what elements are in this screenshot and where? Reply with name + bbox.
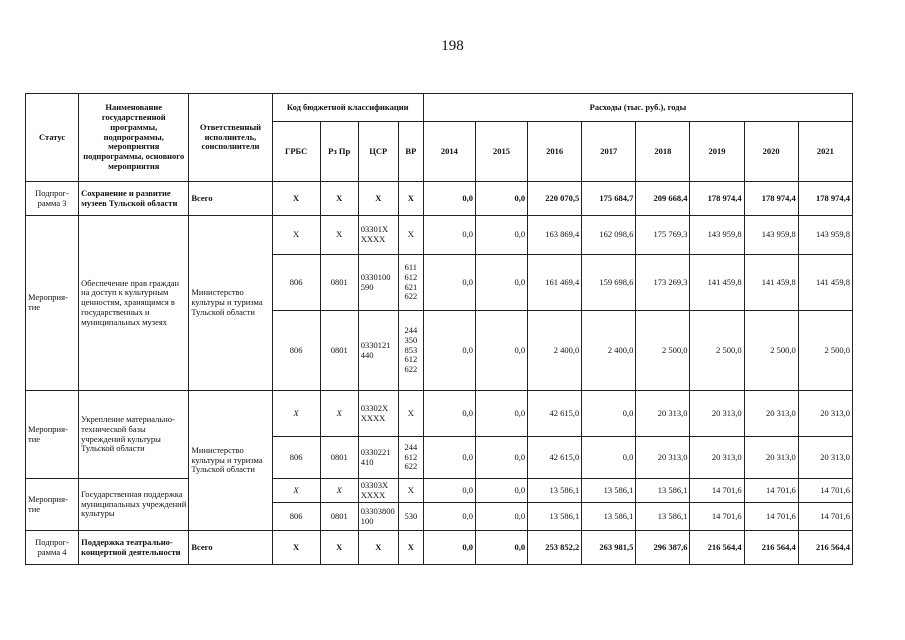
value-cell: 0,0 <box>423 255 475 311</box>
value-cell: 296 387,6 <box>636 531 690 565</box>
header-year: 2014 <box>423 122 475 182</box>
value-cell: 20 313,0 <box>744 391 798 437</box>
csr-cell: 03303800 100 <box>358 503 398 531</box>
status-cell: Подпрог-рамма 3 <box>26 182 79 216</box>
csr-cell: 03301X XXXX <box>358 216 398 255</box>
value-cell: 141 459,8 <box>798 255 852 311</box>
rzpr-cell: X <box>320 391 358 437</box>
value-cell: 2 500,0 <box>798 311 852 391</box>
table-row <box>26 391 853 437</box>
value-cell: 0,0 <box>423 391 475 437</box>
value-cell: 161 469,4 <box>528 255 582 311</box>
grbs-cell: 806 <box>272 311 320 391</box>
value-cell: 0,0 <box>475 255 527 311</box>
grbs-cell: X <box>272 531 320 565</box>
value-cell: 14 701,6 <box>690 503 744 531</box>
value-cell: 143 959,8 <box>744 216 798 255</box>
value-cell: 143 959,8 <box>798 216 852 255</box>
value-cell: 173 269,3 <box>636 255 690 311</box>
responsible-cell: Всего <box>189 182 272 216</box>
value-cell: 178 974,4 <box>798 182 852 216</box>
vr-cell: X <box>398 391 423 437</box>
value-cell: 14 701,6 <box>798 503 852 531</box>
header-year: 2016 <box>528 122 582 182</box>
value-cell: 159 698,6 <box>582 255 636 311</box>
vr-cell: 244 612 622 <box>398 437 423 479</box>
value-cell: 0,0 <box>423 437 475 479</box>
header-responsible: Ответственный исполнитель, соисполнители <box>189 94 272 182</box>
value-cell: 263 981,5 <box>582 531 636 565</box>
value-cell: 20 313,0 <box>744 437 798 479</box>
responsible-cell: Министерство культуры и туризма Тульской области <box>189 216 272 391</box>
name-cell: Поддержка театрально-концертной деятельности <box>79 531 189 565</box>
value-cell: 0,0 <box>423 531 475 565</box>
header-rzpr: Рз Пр <box>320 122 358 182</box>
grbs-cell: X <box>272 479 320 503</box>
header-year: 2018 <box>636 122 690 182</box>
header-year: 2021 <box>798 122 852 182</box>
value-cell: 220 070,5 <box>528 182 582 216</box>
value-cell: 14 701,6 <box>798 479 852 503</box>
csr-cell: 0330221 410 <box>358 437 398 479</box>
header-grbs: ГРБС <box>272 122 320 182</box>
header-csr: ЦСР <box>358 122 398 182</box>
value-cell: 0,0 <box>475 437 527 479</box>
value-cell: 20 313,0 <box>690 437 744 479</box>
header-expenses: Расходы (тыс. руб.), годы <box>423 94 852 122</box>
name-cell: Государственная поддержка муниципальных учреждений культуры <box>79 479 189 531</box>
value-cell: 13 586,1 <box>582 503 636 531</box>
value-cell: 0,0 <box>582 437 636 479</box>
value-cell: 0,0 <box>475 216 527 255</box>
value-cell: 0,0 <box>582 391 636 437</box>
value-cell: 2 500,0 <box>744 311 798 391</box>
value-cell: 2 400,0 <box>582 311 636 391</box>
rzpr-cell: X <box>320 531 358 565</box>
header-name: Наименование государственной программы, подпрограммы, мероприятия подпрограммы, основного мероприятия <box>79 94 189 182</box>
value-cell: 13 586,1 <box>582 479 636 503</box>
value-cell: 2 500,0 <box>636 311 690 391</box>
csr-cell: 0330121 440 <box>358 311 398 391</box>
value-cell: 20 313,0 <box>636 391 690 437</box>
vr-cell: X <box>398 531 423 565</box>
value-cell: 0,0 <box>423 182 475 216</box>
value-cell: 0,0 <box>475 311 527 391</box>
csr-cell: 03303X XXXX <box>358 479 398 503</box>
value-cell: 20 313,0 <box>636 437 690 479</box>
vr-cell: X <box>398 479 423 503</box>
table-row <box>26 531 853 565</box>
status-cell: Мероприя-тие <box>26 216 79 391</box>
value-cell: 20 313,0 <box>798 437 852 479</box>
grbs-cell: X <box>272 391 320 437</box>
value-cell: 20 313,0 <box>798 391 852 437</box>
value-cell: 42 615,0 <box>528 391 582 437</box>
name-cell: Обеспечение прав граждан на доступ к культурным ценностям, хранящимся в государственных и муниципальных музеях <box>79 216 189 391</box>
rzpr-cell: X <box>320 182 358 216</box>
value-cell: 13 586,1 <box>636 503 690 531</box>
value-cell: 0,0 <box>423 503 475 531</box>
rzpr-cell: 0801 <box>320 503 358 531</box>
name-cell: Сохранение и развитие музеев Тульской области <box>79 182 189 216</box>
vr-cell: 530 <box>398 503 423 531</box>
csr-cell: 0330100 590 <box>358 255 398 311</box>
value-cell: 0,0 <box>475 479 527 503</box>
vr-cell: X <box>398 216 423 255</box>
value-cell: 0,0 <box>475 182 527 216</box>
header-year: 2020 <box>744 122 798 182</box>
vr-cell: X <box>398 182 423 216</box>
budget-table <box>25 93 853 565</box>
responsible-cell: Всего <box>189 531 272 565</box>
vr-cell: 244 350 853 612 622 <box>398 311 423 391</box>
value-cell: 14 701,6 <box>744 503 798 531</box>
value-cell: 143 959,8 <box>690 216 744 255</box>
table-row <box>26 479 853 503</box>
value-cell: 2 400,0 <box>528 311 582 391</box>
header-vr: ВР <box>398 122 423 182</box>
value-cell: 209 668,4 <box>636 182 690 216</box>
value-cell: 0,0 <box>475 391 527 437</box>
table-row <box>26 216 853 255</box>
value-cell: 13 586,1 <box>528 503 582 531</box>
value-cell: 175 769,3 <box>636 216 690 255</box>
value-cell: 0,0 <box>475 531 527 565</box>
csr-cell: 03302X XXXX <box>358 391 398 437</box>
grbs-cell: X <box>272 216 320 255</box>
value-cell: 141 459,8 <box>690 255 744 311</box>
grbs-cell: 806 <box>272 503 320 531</box>
value-cell: 216 564,4 <box>744 531 798 565</box>
rzpr-cell: X <box>320 479 358 503</box>
vr-cell: 611 612 621 622 <box>398 255 423 311</box>
header-year: 2015 <box>475 122 527 182</box>
value-cell: 141 459,8 <box>744 255 798 311</box>
header-year: 2019 <box>690 122 744 182</box>
status-cell: Мероприя-тие <box>26 479 79 531</box>
value-cell: 178 974,4 <box>690 182 744 216</box>
table-row <box>26 182 853 216</box>
value-cell: 0,0 <box>475 503 527 531</box>
responsible-cell: Министерство культуры и туризма Тульской области <box>189 391 272 531</box>
status-cell: Подпрог-рамма 4 <box>26 531 79 565</box>
status-cell: Мероприя-тие <box>26 391 79 479</box>
value-cell: 178 974,4 <box>744 182 798 216</box>
csr-cell: X <box>358 182 398 216</box>
grbs-cell: X <box>272 182 320 216</box>
value-cell: 0,0 <box>423 479 475 503</box>
value-cell: 14 701,6 <box>690 479 744 503</box>
value-cell: 216 564,4 <box>690 531 744 565</box>
header-year: 2017 <box>582 122 636 182</box>
value-cell: 20 313,0 <box>690 391 744 437</box>
value-cell: 216 564,4 <box>798 531 852 565</box>
value-cell: 2 500,0 <box>690 311 744 391</box>
rzpr-cell: 0801 <box>320 311 358 391</box>
value-cell: 0,0 <box>423 311 475 391</box>
grbs-cell: 806 <box>272 255 320 311</box>
header-budget-code: Код бюджетной классификации <box>272 94 423 122</box>
rzpr-cell: X <box>320 216 358 255</box>
value-cell: 253 852,2 <box>528 531 582 565</box>
grbs-cell: 806 <box>272 437 320 479</box>
value-cell: 13 586,1 <box>528 479 582 503</box>
name-cell: Укрепление материально-технической базы учреждений культуры Тульской области <box>79 391 189 479</box>
value-cell: 42 615,0 <box>528 437 582 479</box>
value-cell: 13 586,1 <box>636 479 690 503</box>
header-status: Статус <box>26 94 79 182</box>
value-cell: 0,0 <box>423 216 475 255</box>
rzpr-cell: 0801 <box>320 437 358 479</box>
page-number: 198 <box>441 38 464 54</box>
value-cell: 14 701,6 <box>744 479 798 503</box>
value-cell: 162 098,6 <box>582 216 636 255</box>
rzpr-cell: 0801 <box>320 255 358 311</box>
value-cell: 175 684,7 <box>582 182 636 216</box>
value-cell: 163 869,4 <box>528 216 582 255</box>
csr-cell: X <box>358 531 398 565</box>
